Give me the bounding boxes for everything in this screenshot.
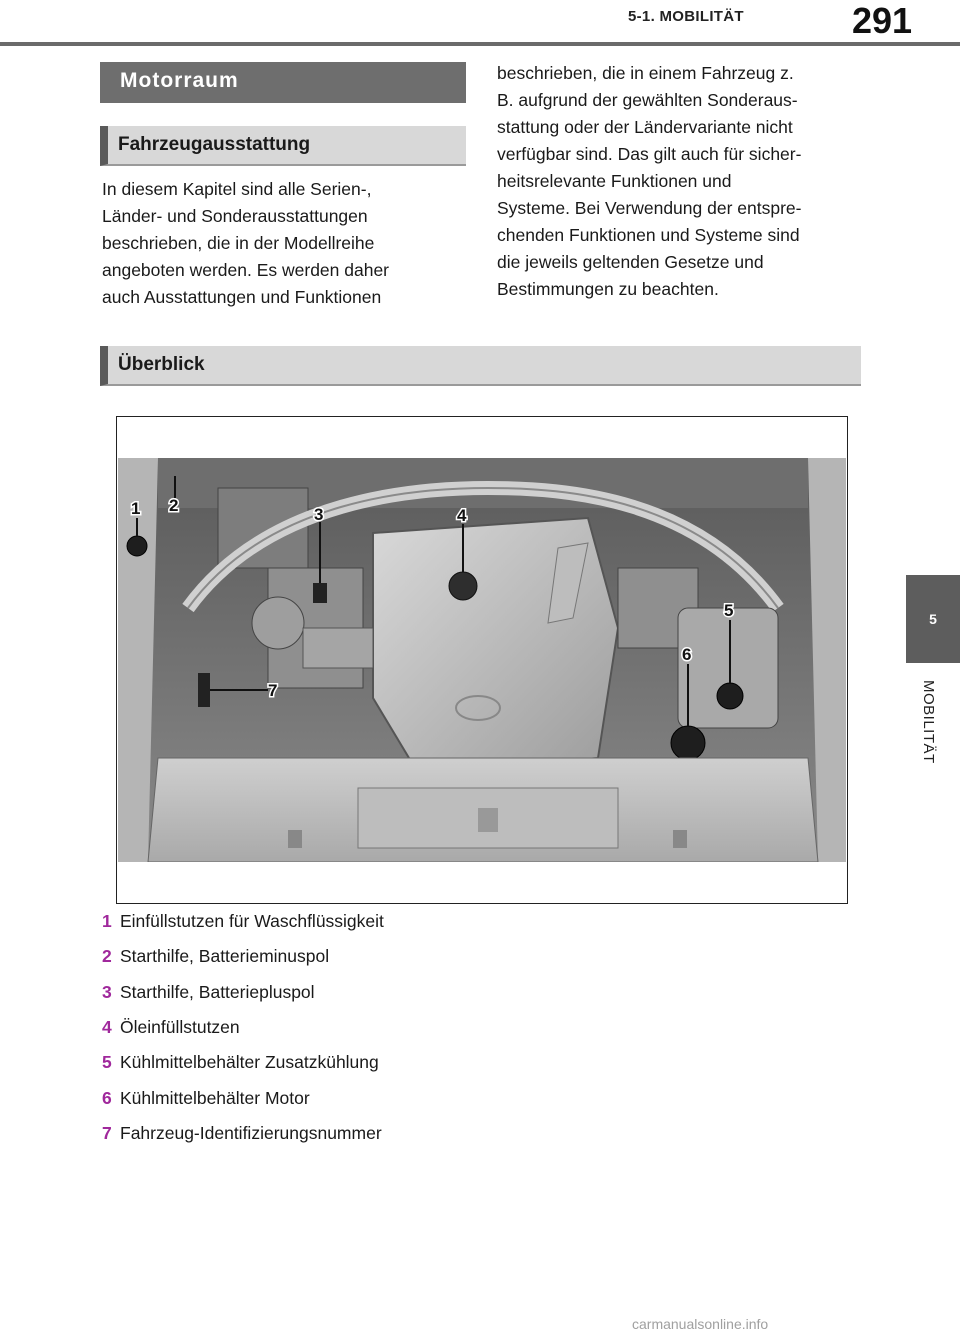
chapter-label-text: MOBILITÄT bbox=[920, 680, 937, 764]
legend-text: Starthilfe, Batterieminuspol bbox=[120, 946, 330, 967]
text-line: die jeweils geltenden Gesetze und bbox=[497, 252, 764, 272]
text-line: chenden Funktionen und Systeme sind bbox=[497, 225, 800, 245]
chapter-tab[interactable]: 5 bbox=[906, 575, 960, 663]
page-number: 291 bbox=[852, 0, 913, 41]
engine-bay-illustration bbox=[118, 458, 846, 862]
header-divider bbox=[0, 42, 960, 46]
legend-item bbox=[102, 1080, 702, 1115]
section-title: 5-1. MOBILITÄT bbox=[628, 8, 744, 25]
legend-number: 3 bbox=[102, 981, 112, 1002]
legend-item bbox=[102, 1045, 702, 1080]
callout-6: 6 bbox=[682, 645, 692, 664]
text-line: heitsrelevante Funktionen und bbox=[497, 171, 732, 191]
legend-text: Kühlmittelbehälter Motor bbox=[120, 1087, 310, 1108]
legend-number: 4 bbox=[102, 1017, 112, 1038]
figure-legend bbox=[102, 904, 702, 1151]
legend-text: Starthilfe, Batteriepluspol bbox=[120, 981, 315, 1002]
legend-number: 2 bbox=[102, 946, 112, 967]
callout-5: 5 bbox=[724, 601, 734, 620]
text-line: In diesem Kapitel sind alle Serien-, bbox=[102, 179, 372, 199]
legend-text: Fahrzeug-Identifizierungsnummer bbox=[120, 1122, 382, 1143]
text-line: B. aufgrund der gewählten Sonderaus- bbox=[497, 90, 798, 110]
legend-text: Öleinfüllstutzen bbox=[120, 1017, 240, 1038]
text-line: beschrieben, die in der Modellreihe bbox=[102, 233, 375, 253]
legend-text: Kühlmittelbehälter Zusatzkühlung bbox=[120, 1052, 379, 1073]
callout-4: 4 bbox=[457, 506, 467, 525]
text-line: Systeme. Bei Verwendung der entspre- bbox=[497, 198, 802, 218]
legend-item bbox=[102, 1116, 702, 1151]
legend-item bbox=[102, 904, 702, 939]
legend-number: 6 bbox=[102, 1087, 112, 1108]
callout-1: 1 bbox=[131, 499, 141, 518]
callout-7: 7 bbox=[268, 681, 278, 700]
text-line: stattung oder der Ländervariante nicht bbox=[497, 117, 793, 137]
legend-item bbox=[102, 975, 702, 1010]
text-line: angeboten werden. Es werden daher bbox=[102, 260, 390, 280]
legend-number: 5 bbox=[102, 1052, 112, 1073]
chapter-label bbox=[914, 680, 954, 800]
heading-motorraum: Motorraum bbox=[100, 62, 466, 103]
callout-2: 2 bbox=[169, 496, 179, 515]
legend-number: 7 bbox=[102, 1122, 112, 1143]
text-line: verfügbar sind. Das gilt auch für sicher- bbox=[497, 144, 802, 164]
paragraph-right bbox=[497, 60, 867, 303]
legend-number: 1 bbox=[102, 911, 112, 932]
text-line: Bestimmungen zu beachten. bbox=[497, 279, 719, 299]
callout-3: 3 bbox=[314, 505, 324, 524]
watermark: carmanualsonline.info bbox=[632, 1316, 769, 1332]
text-line: Länder- und Sonderausstattungen bbox=[102, 206, 368, 226]
legend-item bbox=[102, 939, 702, 974]
legend-text: Einfüllstutzen für Waschflüssigkeit bbox=[120, 911, 384, 932]
text-line: auch Ausstattungen und Funktionen bbox=[102, 287, 382, 307]
paragraph-left bbox=[102, 176, 472, 311]
heading-fahrzeugausstattung: Fahrzeugausstattung bbox=[100, 126, 466, 166]
legend-item bbox=[102, 1010, 702, 1045]
text-line: beschrieben, die in einem Fahrzeug z. bbox=[497, 63, 794, 83]
heading-ueberblick: Überblick bbox=[100, 346, 861, 386]
